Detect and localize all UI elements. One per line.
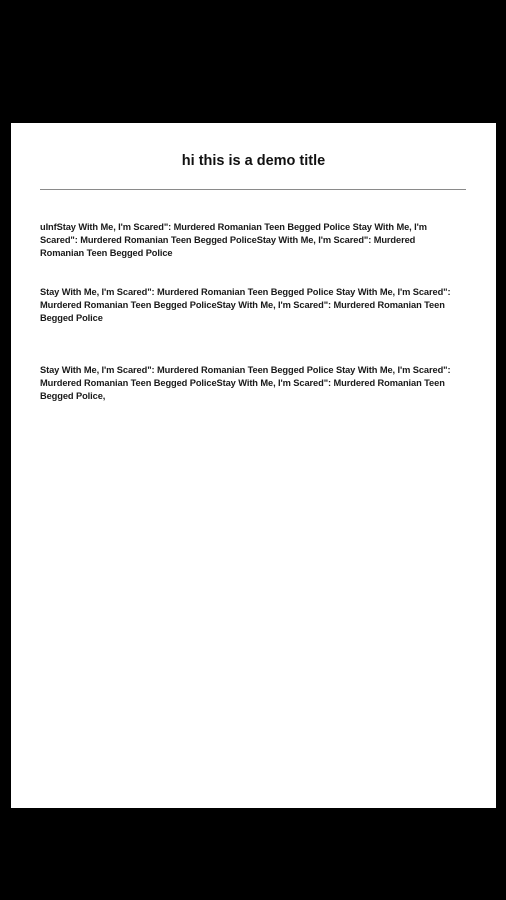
paragraph-2: Stay With Me, I'm Scared": Murdered Romanian Teen Begged Police Stay With Me, I'm Scared": Murdered Romanian Teen Begged PoliceStay With Me, I'm Scared": Murdered Romanian Teen Begged Police: [40, 287, 451, 323]
dialog-title: hi this is a demo title: [181, 153, 326, 169]
title-divider: [40, 189, 466, 190]
content-dialog: [11, 123, 496, 808]
paragraph-1: uInfStay With Me, I'm Scared": Murdered Romanian Teen Begged Police Stay With Me, I'm Scared": Murdered Romanian Teen Begged PoliceStay With Me, I'm Scared": Murdered Romanian Teen Begged Police: [40, 222, 427, 258]
paragraph-3: Stay With Me, I'm Scared": Murdered Romanian Teen Begged Police Stay With Me, I'm Scared": Murdered Romanian Teen Begged PoliceStay With Me, I'm Scared": Murdered Romanian Teen Begged Police,: [40, 365, 451, 401]
